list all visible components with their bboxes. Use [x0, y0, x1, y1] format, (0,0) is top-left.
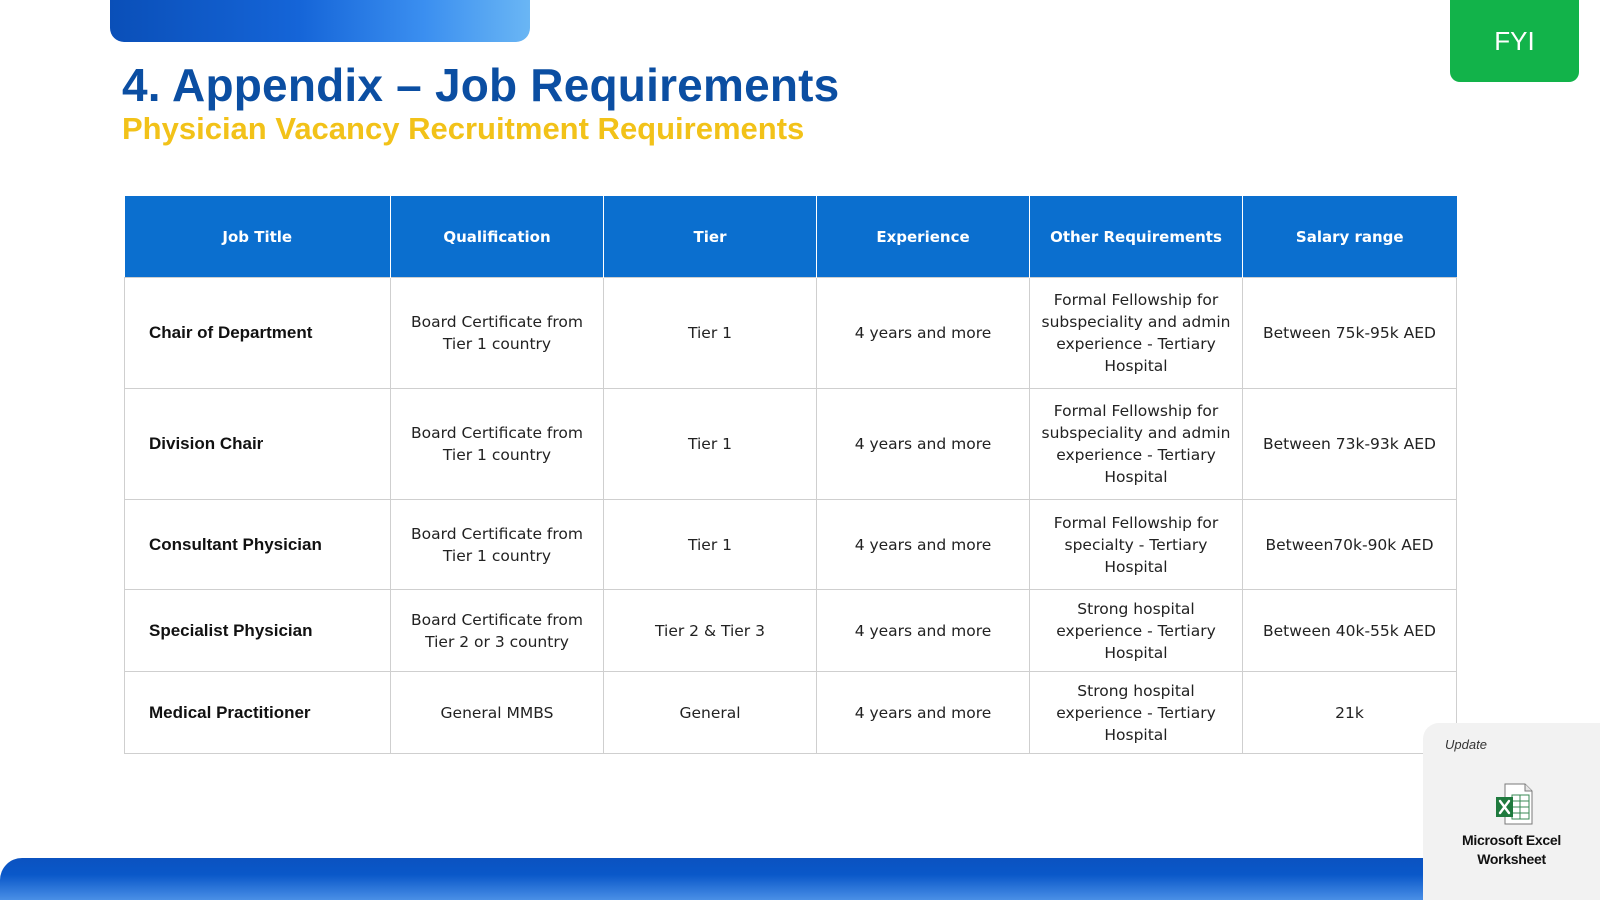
header-other-requirements: Other Requirements [1030, 196, 1243, 278]
qualification-cell: Board Certificate from Tier 1 country [391, 500, 604, 590]
other-requirements-cell: Strong hospital experience - Tertiary Hospital [1030, 590, 1243, 672]
salary-cell: Between 40k-55k AED [1243, 590, 1457, 672]
page-subtitle: Physician Vacancy Recruitment Requirements [122, 111, 805, 146]
job-title-cell: Consultant Physician [125, 500, 391, 590]
salary-cell: Between 73k-93k AED [1243, 389, 1457, 500]
job-title-cell: Specialist Physician [125, 590, 391, 672]
header-job-title: Job Title [125, 196, 391, 278]
table-row [125, 672, 1457, 754]
salary-cell: 21k [1243, 672, 1457, 754]
experience-cell: 4 years and more [817, 590, 1030, 672]
qualification-cell: Board Certificate from Tier 1 country [391, 278, 604, 389]
salary-cell: Between70k-90k AED [1243, 500, 1457, 590]
update-label: Update [1445, 737, 1487, 752]
table-header-row [125, 196, 1457, 278]
job-title-cell: Division Chair [125, 389, 391, 500]
experience-cell: 4 years and more [817, 500, 1030, 590]
other-requirements-cell: Strong hospital experience - Tertiary Hospital [1030, 672, 1243, 754]
experience-cell: 4 years and more [817, 389, 1030, 500]
qualification-cell: General MMBS [391, 672, 604, 754]
table-row [125, 500, 1457, 590]
excel-caption-line2: Worksheet [1477, 851, 1546, 867]
top-accent-bar [110, 0, 530, 42]
other-requirements-cell: Formal Fellowship for subspeciality and admin experience - Tertiary Hospital [1030, 389, 1243, 500]
other-requirements-cell: Formal Fellowship for specialty - Tertiary Hospital [1030, 500, 1243, 590]
tier-cell: General [604, 672, 817, 754]
fyi-badge: FYI [1450, 0, 1579, 82]
header-tier: Tier [604, 196, 817, 278]
qualification-cell: Board Certificate from Tier 2 or 3 country [391, 590, 604, 672]
job-title-cell: Chair of Department [125, 278, 391, 389]
salary-cell: Between 75k-95k AED [1243, 278, 1457, 389]
tier-cell: Tier 1 [604, 500, 817, 590]
table-row [125, 278, 1457, 389]
excel-file-icon[interactable] [1495, 783, 1533, 825]
experience-cell: 4 years and more [817, 672, 1030, 754]
table-row [125, 590, 1457, 672]
qualification-cell: Board Certificate from Tier 1 country [391, 389, 604, 500]
other-requirements-cell: Formal Fellowship for subspeciality and admin experience - Tertiary Hospital [1030, 278, 1243, 389]
tier-cell: Tier 1 [604, 389, 817, 500]
job-title-cell: Medical Practitioner [125, 672, 391, 754]
header-qualification: Qualification [391, 196, 604, 278]
tier-cell: Tier 1 [604, 278, 817, 389]
table-row [125, 389, 1457, 500]
job-requirements-table [124, 196, 1457, 754]
experience-cell: 4 years and more [817, 278, 1030, 389]
bottom-accent-bar [0, 858, 1600, 900]
excel-caption [1423, 831, 1600, 869]
excel-embed-object[interactable] [1423, 723, 1600, 900]
header-salary-range: Salary range [1243, 196, 1457, 278]
tier-cell: Tier 2 & Tier 3 [604, 590, 817, 672]
header-experience: Experience [817, 196, 1030, 278]
page-title: 4. Appendix – Job Requirements [122, 59, 840, 111]
excel-caption-line1: Microsoft Excel [1462, 832, 1561, 848]
